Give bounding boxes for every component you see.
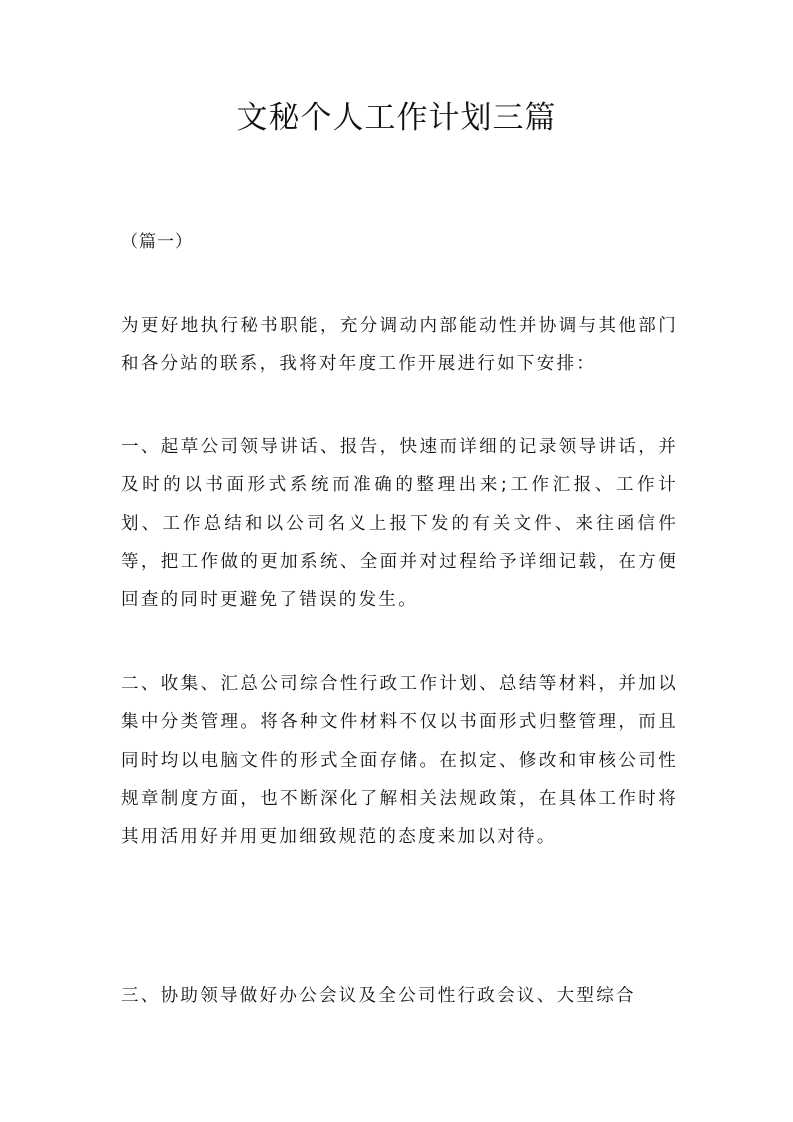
paragraph-item-1: 一、起草公司领导讲话、报告，快速而详细的记录领导讲话，并及时的以书面形式系统而准确的整理出来;工作汇报、工作计划、工作总结和以公司名义上报下发的有关文件、来往函信件等，把工作做的更加系统、全面并对过程给予详细记载，在方便回查的同时更避免了错误的发生。: [121, 437, 678, 611]
paragraph-intro: 为更好地执行秘书职能，充分调动内部能动性并协调与其他部门和各分站的联系，我将对年度工作开展进行如下安排：: [121, 316, 678, 375]
document-title: 文秘个人工作计划三篇: [236, 100, 557, 136]
section-label: （篇一）: [121, 232, 193, 252]
paragraph-item-3: 三、协助领导做好办公会议及全公司性行政会议、大型综合: [121, 986, 636, 1006]
paragraph-item-2: 二、收集、汇总公司综合性行政工作计划、总结等材料，并加以集中分类管理。将各种文件材料不仅以书面形式归整管理，而且同时均以电脑文件的形式全面存储。在拟定、修改和审核公司性规章制度方面，也不断深化了解相关法规政策，在具体工作时将其用活用好并用更加细致规范的态度来加以对待。: [121, 674, 678, 848]
